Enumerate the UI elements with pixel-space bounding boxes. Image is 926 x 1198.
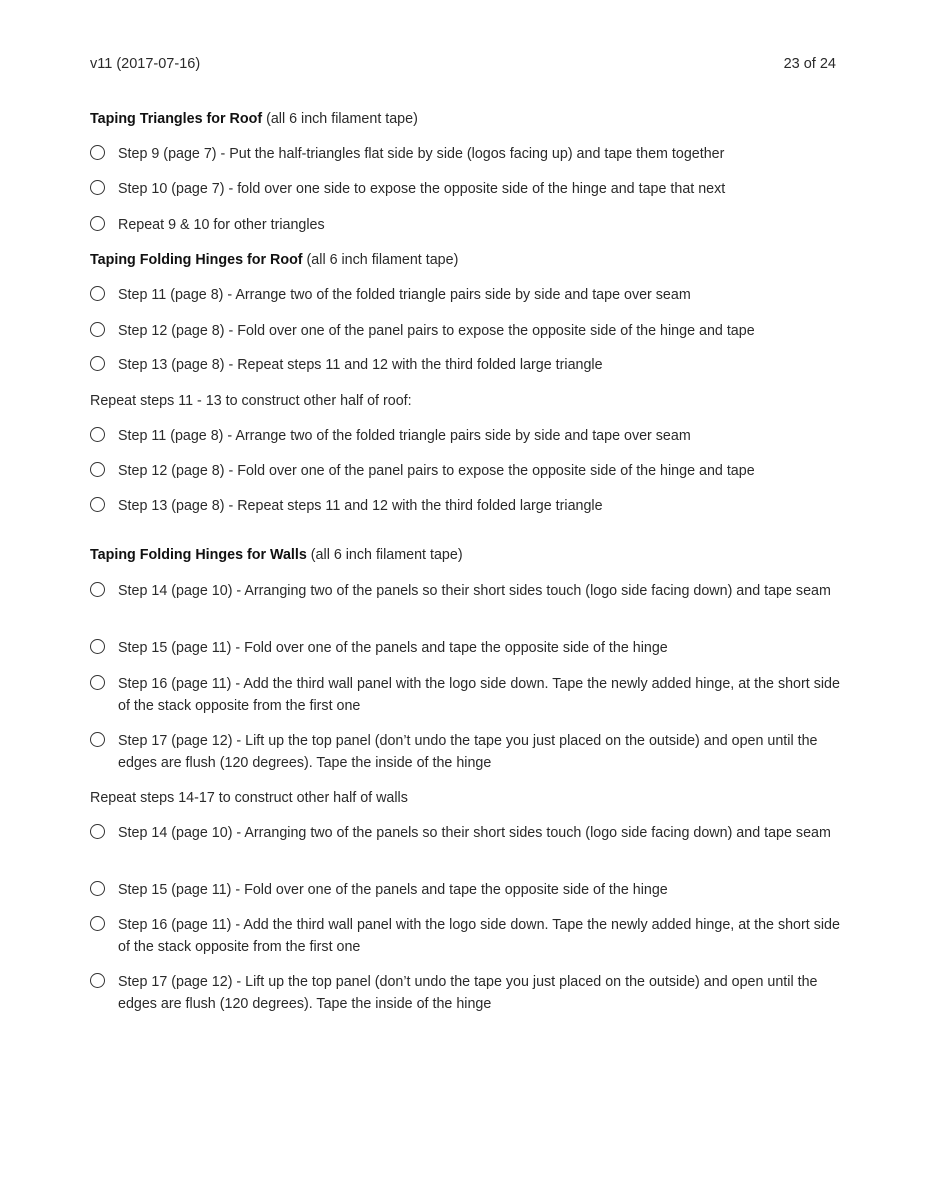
- repeat-note: Repeat steps 11 - 13 to construct other half of roof:: [90, 393, 412, 409]
- checklist-item-text: Step 12 (page 8) - Fold over one of the panel pairs to expose the opposite side of the hinge and tape: [118, 463, 755, 479]
- section-title: Taping Triangles for Roof: [90, 111, 263, 127]
- checklist-item[interactable]: [90, 284, 840, 306]
- section-heading-roof-hinges: [90, 249, 840, 271]
- checklist-item[interactable]: [90, 822, 840, 844]
- checkbox-circle-icon[interactable]: [90, 427, 105, 442]
- checkbox-circle-icon[interactable]: [90, 462, 105, 477]
- checkbox-circle-icon[interactable]: [90, 145, 105, 160]
- checklist-item-text: Step 11 (page 8) - Arrange two of the folded triangle pairs side by side and tape over seam: [118, 287, 691, 303]
- checklist-item[interactable]: [90, 971, 840, 1015]
- checklist-item-text: Step 9 (page 7) - Put the half-triangles flat side by side (logos facing up) and tape them together: [118, 146, 725, 162]
- checkbox-circle-icon[interactable]: [90, 286, 105, 301]
- section-title: Taping Folding Hinges for Roof: [90, 252, 303, 268]
- checklist-item-text: Step 17 (page 12) - Lift up the top panel (don’t undo the tape you just placed on the outside) and open until the edges are flush (120 degrees). Tape the inside of the hinge: [118, 974, 818, 1012]
- checkbox-circle-icon[interactable]: [90, 916, 105, 931]
- checklist-item[interactable]: [90, 580, 840, 602]
- section-heading-wall-hinges: [90, 544, 840, 566]
- section-heading-roof-triangles: [90, 108, 840, 130]
- checkbox-circle-icon[interactable]: [90, 216, 105, 231]
- checklist-item[interactable]: [90, 425, 840, 447]
- section-subtitle: (all 6 inch filament tape): [262, 111, 418, 127]
- checkbox-circle-icon[interactable]: [90, 356, 105, 371]
- checkbox-circle-icon[interactable]: [90, 497, 105, 512]
- section-subtitle: (all 6 inch filament tape): [306, 547, 463, 563]
- checkbox-circle-icon[interactable]: [90, 973, 105, 988]
- checklist-item[interactable]: [90, 354, 840, 376]
- checkbox-circle-icon[interactable]: [90, 180, 105, 195]
- checklist-item[interactable]: [90, 914, 840, 958]
- checklist-item-text: Step 13 (page 8) - Repeat steps 11 and 12 with the third folded large triangle: [118, 357, 603, 373]
- checklist-item[interactable]: [90, 495, 840, 517]
- checklist-item-text: Step 11 (page 8) - Arrange two of the folded triangle pairs side by side and tape over seam: [118, 428, 691, 444]
- checklist-item-text: Step 14 (page 10) - Arranging two of the panels so their short sides touch (logo side facing down) and tape seam: [118, 825, 831, 841]
- checkbox-circle-icon[interactable]: [90, 322, 105, 337]
- checklist-item[interactable]: [90, 673, 840, 717]
- checklist-item[interactable]: [90, 178, 840, 200]
- checklist-item-text: Repeat 9 & 10 for other triangles: [118, 217, 325, 233]
- checklist-item[interactable]: [90, 460, 840, 482]
- checkbox-circle-icon[interactable]: [90, 582, 105, 597]
- checkbox-circle-icon[interactable]: [90, 732, 105, 747]
- page-indicator: 23 of 24: [783, 56, 836, 72]
- checkbox-circle-icon[interactable]: [90, 675, 105, 690]
- checklist-item-text: Step 13 (page 8) - Repeat steps 11 and 12 with the third folded large triangle: [118, 498, 603, 514]
- checkbox-circle-icon[interactable]: [90, 639, 105, 654]
- checkbox-circle-icon[interactable]: [90, 824, 105, 839]
- checklist-item-text: Step 15 (page 11) - Fold over one of the panels and tape the opposite side of the hinge: [118, 882, 668, 898]
- section-title: Taping Folding Hinges for Walls: [90, 547, 307, 563]
- checklist-item[interactable]: [90, 637, 840, 659]
- section-subtitle: (all 6 inch filament tape): [302, 252, 459, 268]
- version-label: v11 (2017-07-16): [90, 56, 201, 72]
- checklist-item-text: Step 14 (page 10) - Arranging two of the panels so their short sides touch (logo side facing down) and tape seam: [118, 583, 831, 599]
- checklist-item[interactable]: [90, 214, 840, 236]
- checklist-item-text: Step 16 (page 11) - Add the third wall panel with the logo side down. Tape the newly added hinge, at the short side of the stack opposite from the first one: [118, 676, 840, 714]
- checkbox-circle-icon[interactable]: [90, 881, 105, 896]
- checklist-item-text: Step 10 (page 7) - fold over one side to expose the opposite side of the hinge and tape that next: [118, 181, 726, 197]
- checklist-item[interactable]: [90, 730, 840, 774]
- checklist-item[interactable]: [90, 320, 840, 342]
- checklist-item-text: Step 17 (page 12) - Lift up the top panel (don’t undo the tape you just placed on the outside) and open until the edges are flush (120 degrees). Tape the inside of the hinge: [118, 733, 818, 771]
- checklist-item[interactable]: [90, 143, 840, 165]
- checklist-item-text: Step 12 (page 8) - Fold over one of the panel pairs to expose the opposite side of the hinge and tape: [118, 323, 755, 339]
- repeat-note: Repeat steps 14-17 to construct other half of walls: [90, 790, 408, 806]
- checklist-item-text: Step 16 (page 11) - Add the third wall panel with the logo side down. Tape the newly added hinge, at the short side of the stack opposite from the first one: [118, 917, 840, 955]
- checklist-item-text: Step 15 (page 11) - Fold over one of the panels and tape the opposite side of the hinge: [118, 640, 668, 656]
- checklist-item[interactable]: [90, 879, 840, 901]
